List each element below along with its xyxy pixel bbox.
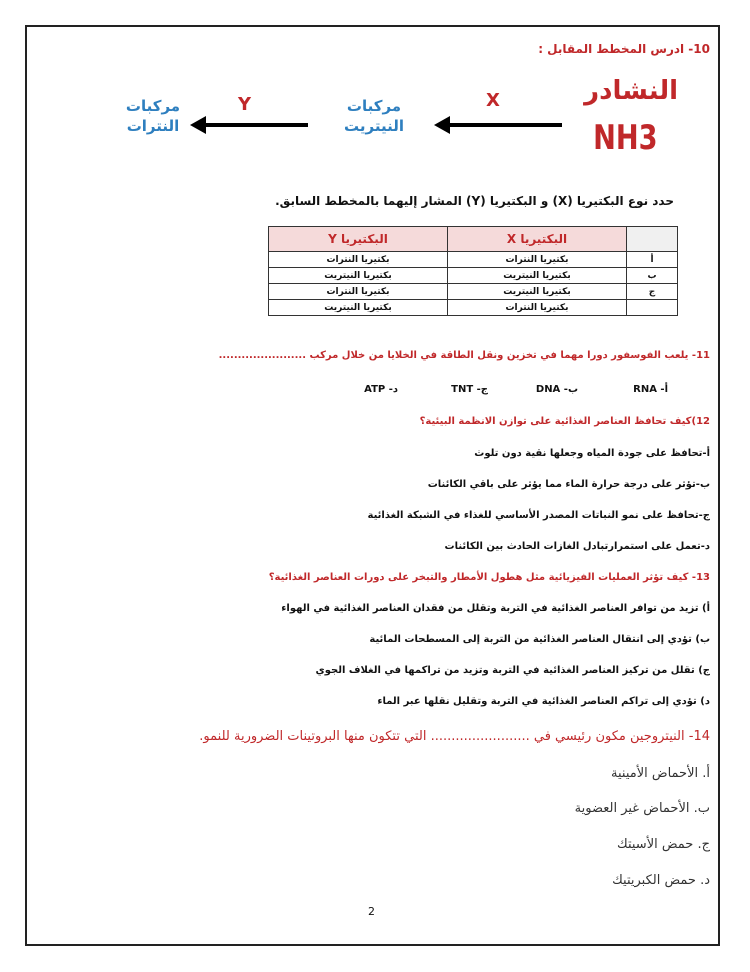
table-row	[269, 284, 678, 300]
table-row	[269, 268, 678, 284]
q14-option-b: ب. الأحماض غير العضوية	[574, 801, 710, 816]
q12-question: 12)كيف تحافظ العناصر الغذائية على توازن الانظمة البيئية؟	[419, 416, 710, 427]
table-cell: بكتيريا النيتريت	[269, 300, 448, 316]
q10-title: 10- ادرس المخطط المقابل :	[538, 42, 710, 56]
q11-option-d: د- ATP	[364, 384, 398, 395]
q10-instruction: حدد نوع البكتيريا (X) و البكتيريا (Y) المشار إليهما بالمخطط السابق.	[275, 194, 674, 208]
diagram-ammonia-formula: NH3	[593, 118, 658, 158]
arrow-nh3-to-nitrite	[448, 123, 562, 127]
diagram-nitrate-compounds: مركبات النترات	[125, 97, 181, 135]
table-cell: بكتيريا النيتريت	[448, 268, 627, 284]
diagram-nitrite-compounds: مركبات النيتريت	[344, 97, 404, 135]
table-cell: بكتيريا النيتريت	[269, 268, 448, 284]
q13-question: 13- كيف تؤثر العمليات الفيزيائية مثل هطول الأمطار والتبخر على دورات العناصر الغذائية؟	[268, 572, 710, 583]
q12-option-b: ب-تؤثر على درجة حرارة الماء مما يؤثر على باقي الكائنات	[427, 479, 710, 490]
bacteria-table	[268, 226, 678, 316]
arrow-nitrite-to-nitrate	[204, 123, 308, 127]
table-cell	[627, 300, 678, 316]
q11-option-c: ج- TNT	[451, 384, 488, 395]
page-number: 2	[368, 905, 375, 918]
table-cell: بكتيريا النترات	[269, 252, 448, 268]
q12-option-d: د-تعمل على استمرارتبادل الغازات الحادث بين الكائنات	[444, 541, 710, 552]
table-cell: بكتيريا النترات	[269, 284, 448, 300]
q14-option-d: د. حمض الكبريتيك	[612, 873, 710, 888]
table-cell: ب	[627, 268, 678, 284]
table-cell: ج	[627, 284, 678, 300]
table-cell: بكتيريا النترات	[448, 300, 627, 316]
q13-option-d: د) تؤدي إلى تراكم العناصر الغذائية في التربة وتقليل نقلها عبر الماء	[377, 696, 710, 707]
table-cell: بكتيريا النيتريت	[448, 284, 627, 300]
q12-option-a: أ-تحافظ على جودة المياه وجعلها نقية دون تلوث	[474, 448, 710, 459]
q14-question: 14- النيتروجين مكون رئيسي في ........................ التي تتكون منها البروتينات الضرورية للنمو.	[199, 729, 710, 744]
q14-option-c: ج. حمض الأسيتك	[617, 837, 710, 852]
q11-option-a: أ- RNA	[633, 384, 668, 395]
table-cell: أ	[627, 252, 678, 268]
diagram-label-x: X	[486, 90, 500, 111]
table-row	[269, 252, 678, 268]
table-row	[269, 300, 678, 316]
q14-option-a: أ. الأحماض الأمينية	[611, 766, 710, 781]
q11-question: 11- يلعب الفوسفور دورا مهما في تخزين ونقل الطاقة في الخلايا من خلال مركب .......................	[218, 350, 710, 361]
table-header-row	[269, 227, 678, 252]
table-header-cell: البكتيريا Y	[269, 227, 448, 252]
q11-option-b: ب- DNA	[535, 384, 578, 395]
table-header-cell	[627, 227, 678, 252]
q13-option-b: ب) تؤدي إلى انتقال العناصر الغذائية من التربة إلى المسطحات المائية	[369, 634, 710, 645]
diagram-label-y: Y	[238, 94, 252, 115]
diagram-ammonia-label: النشادر	[584, 76, 678, 106]
table-cell: بكتيريا النترات	[448, 252, 627, 268]
q12-option-c: ج-تحافظ على نمو النباتات المصدر الأساسي للغذاء في الشبكة الغذائية	[367, 510, 710, 521]
q13-option-a: أ) تزيد من توافر العناصر الغذائية في التربة وتقلل من فقدان العناصر الغذائية في الهواء	[281, 603, 710, 614]
table-header-cell: البكتيريا X	[448, 227, 627, 252]
q13-option-c: ج) تقلل من تركيز العناصر الغذائية في التربة وتزيد من تراكمها في الغلاف الجوي	[315, 665, 710, 676]
